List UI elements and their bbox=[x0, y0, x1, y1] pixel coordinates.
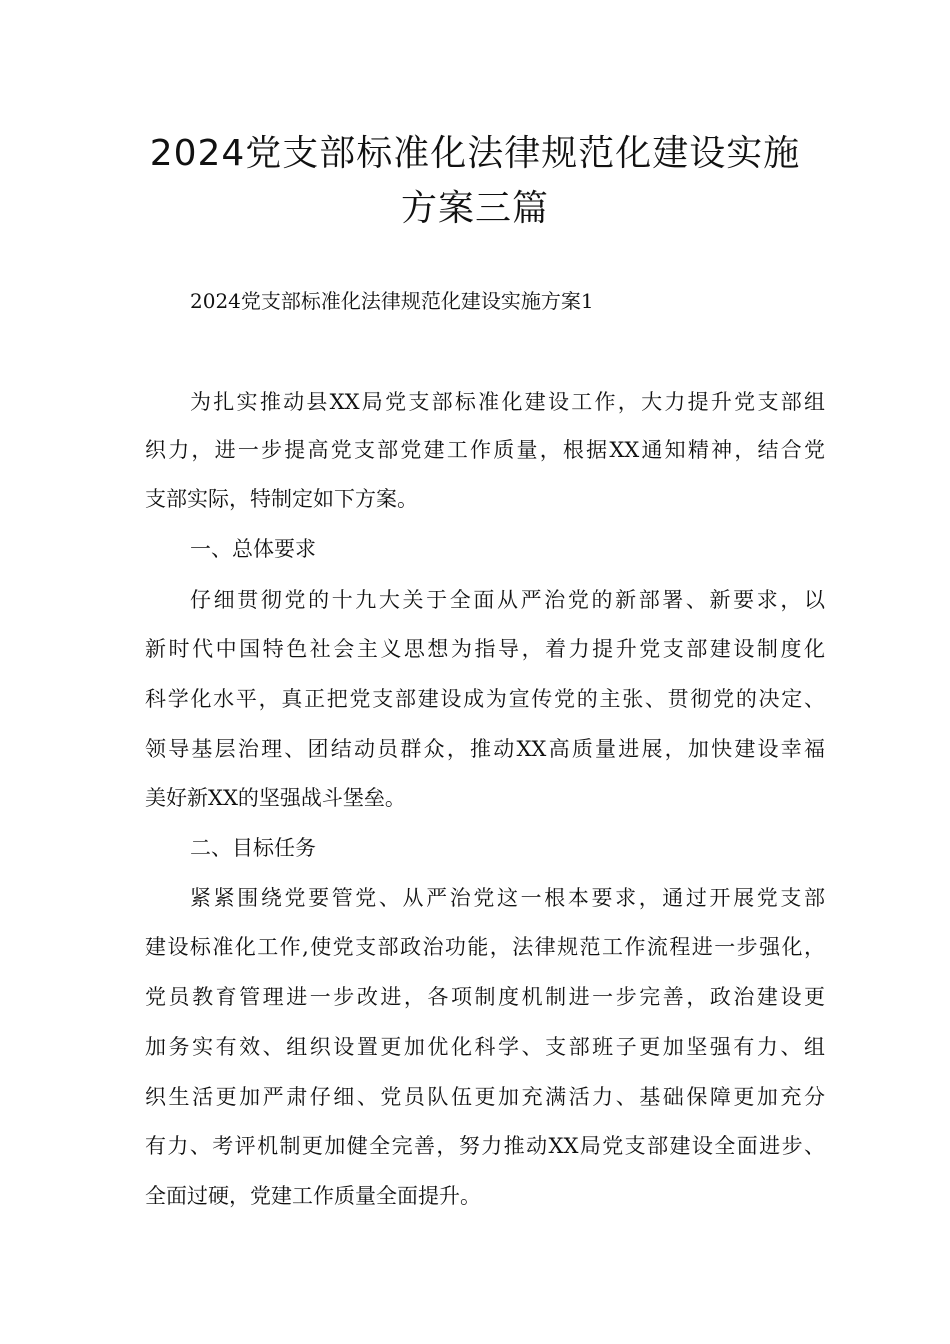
paragraph-3-line-3: 党员教育管理进一步改进，各项制度机制进一步完善，政治建设更 bbox=[145, 985, 825, 1009]
paragraph-3-line-7: 全面过硬，党建工作质量全面提升。 bbox=[145, 1184, 481, 1208]
paragraph-1-line-1: 为扎实推动县XX局党支部标准化建设工作，大力提升党支部组 bbox=[190, 390, 825, 414]
paragraph-3-line-1: 紧紧围绕党要管党、从严治党这一根本要求，通过开展党支部 bbox=[190, 886, 825, 910]
heading-objectives-tasks: 二、目标任务 bbox=[190, 836, 316, 860]
paragraph-2-line-5: 美好新XX的坚强战斗堡垒。 bbox=[145, 786, 406, 810]
paragraph-3-line-2: 建设标准化工作,使党支部政治功能，法律规范工作流程进一步强化， bbox=[145, 935, 825, 959]
paragraph-2-line-4: 领导基层治理、团结动员群众，推动XX高质量进展，加快建设幸福 bbox=[145, 737, 825, 761]
document-title-line-1: 2024党支部标准化法律规范化建设实施 bbox=[149, 133, 801, 174]
paragraph-2-line-2: 新时代中国特色社会主义思想为指导，着力提升党支部建设制度化 bbox=[145, 637, 825, 661]
paragraph-2-line-3: 科学化水平，真正把党支部建设成为宣传党的主张、贯彻党的决定、 bbox=[145, 687, 825, 711]
paragraph-2-line-1: 仔细贯彻党的十九大关于全面从严治党的新部署、新要求，以 bbox=[190, 588, 825, 612]
heading-general-requirements: 一、总体要求 bbox=[190, 537, 316, 561]
section-subtitle: 2024党支部标准化法律规范化建设实施方案1 bbox=[190, 289, 594, 313]
paragraph-1-line-3: 支部实际，特制定如下方案。 bbox=[145, 487, 418, 511]
paragraph-3-line-6: 有力、考评机制更加健全完善，努力推动XX局党支部建设全面进步、 bbox=[145, 1134, 825, 1158]
paragraph-3-line-4: 加务实有效、组织设置更加优化科学、支部班子更加坚强有力、组 bbox=[145, 1035, 825, 1059]
paragraph-3-line-5: 织生活更加严肃仔细、党员队伍更加充满活力、基础保障更加充分 bbox=[145, 1085, 825, 1109]
paragraph-1-line-2: 织力，进一步提高党支部党建工作质量，根据XX通知精神，结合党 bbox=[145, 438, 825, 462]
document-title-line-2: 方案三篇 bbox=[400, 188, 549, 229]
